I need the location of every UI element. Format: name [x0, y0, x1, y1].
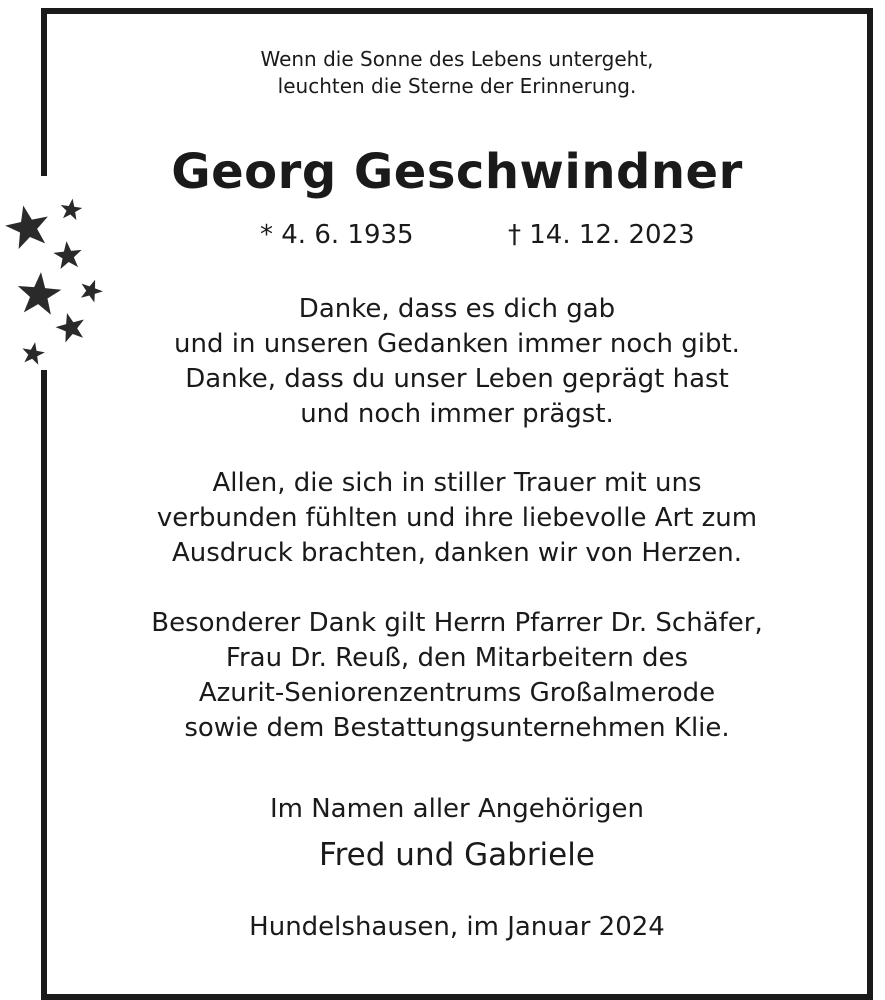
text-line: Danke, dass du unser Leben geprägt hast: [185, 364, 729, 394]
text-line: und in unseren Gedanken immer noch gibt.: [174, 329, 740, 359]
text-line: Allen, die sich in stiller Trauer mit uns: [212, 468, 702, 498]
thanks-paragraph-2: [47, 466, 867, 571]
thanks-paragraph-1: [47, 292, 867, 432]
motto-line: leuchten die Sterne der Erinnerung.: [277, 74, 637, 98]
thanks-paragraph-3: [47, 606, 867, 746]
text-line: Ausdruck brachten, danken wir von Herzen.: [171, 538, 743, 568]
text-line: sowie dem Bestattungsunternehmen Klie.: [184, 713, 730, 743]
signature-names: Fred und Gabriele: [319, 837, 595, 873]
text-line: Besonderer Dank gilt Herrn Pfarrer Dr. Schäfer,: [151, 608, 763, 638]
place-date: Hundelshausen, im Januar 2024: [249, 912, 665, 942]
star-icon: [2, 201, 53, 251]
text-line: Azurit-Seniorenzentrums Großalmerode: [198, 678, 716, 708]
text-line: verbunden fühlten und ihre liebevolle Art zum: [156, 503, 758, 533]
star-icon: [20, 340, 46, 365]
motto-line: Wenn die Sonne des Lebens untergeht,: [260, 47, 654, 71]
birth-date: * 4. 6. 1935: [260, 220, 414, 250]
death-date: † 14. 12. 2023: [508, 220, 695, 250]
text-line: und noch immer prägst.: [300, 399, 614, 429]
star-icon: [52, 240, 83, 270]
deceased-name: Georg Geschwindner: [171, 144, 743, 200]
text-line: Frau Dr. Reuß, den Mitarbeitern des: [225, 643, 689, 673]
text-line: Danke, dass es dich gab: [298, 294, 616, 324]
signature-intro: Im Namen aller Angehörigen: [269, 794, 645, 824]
motto: [47, 46, 867, 100]
